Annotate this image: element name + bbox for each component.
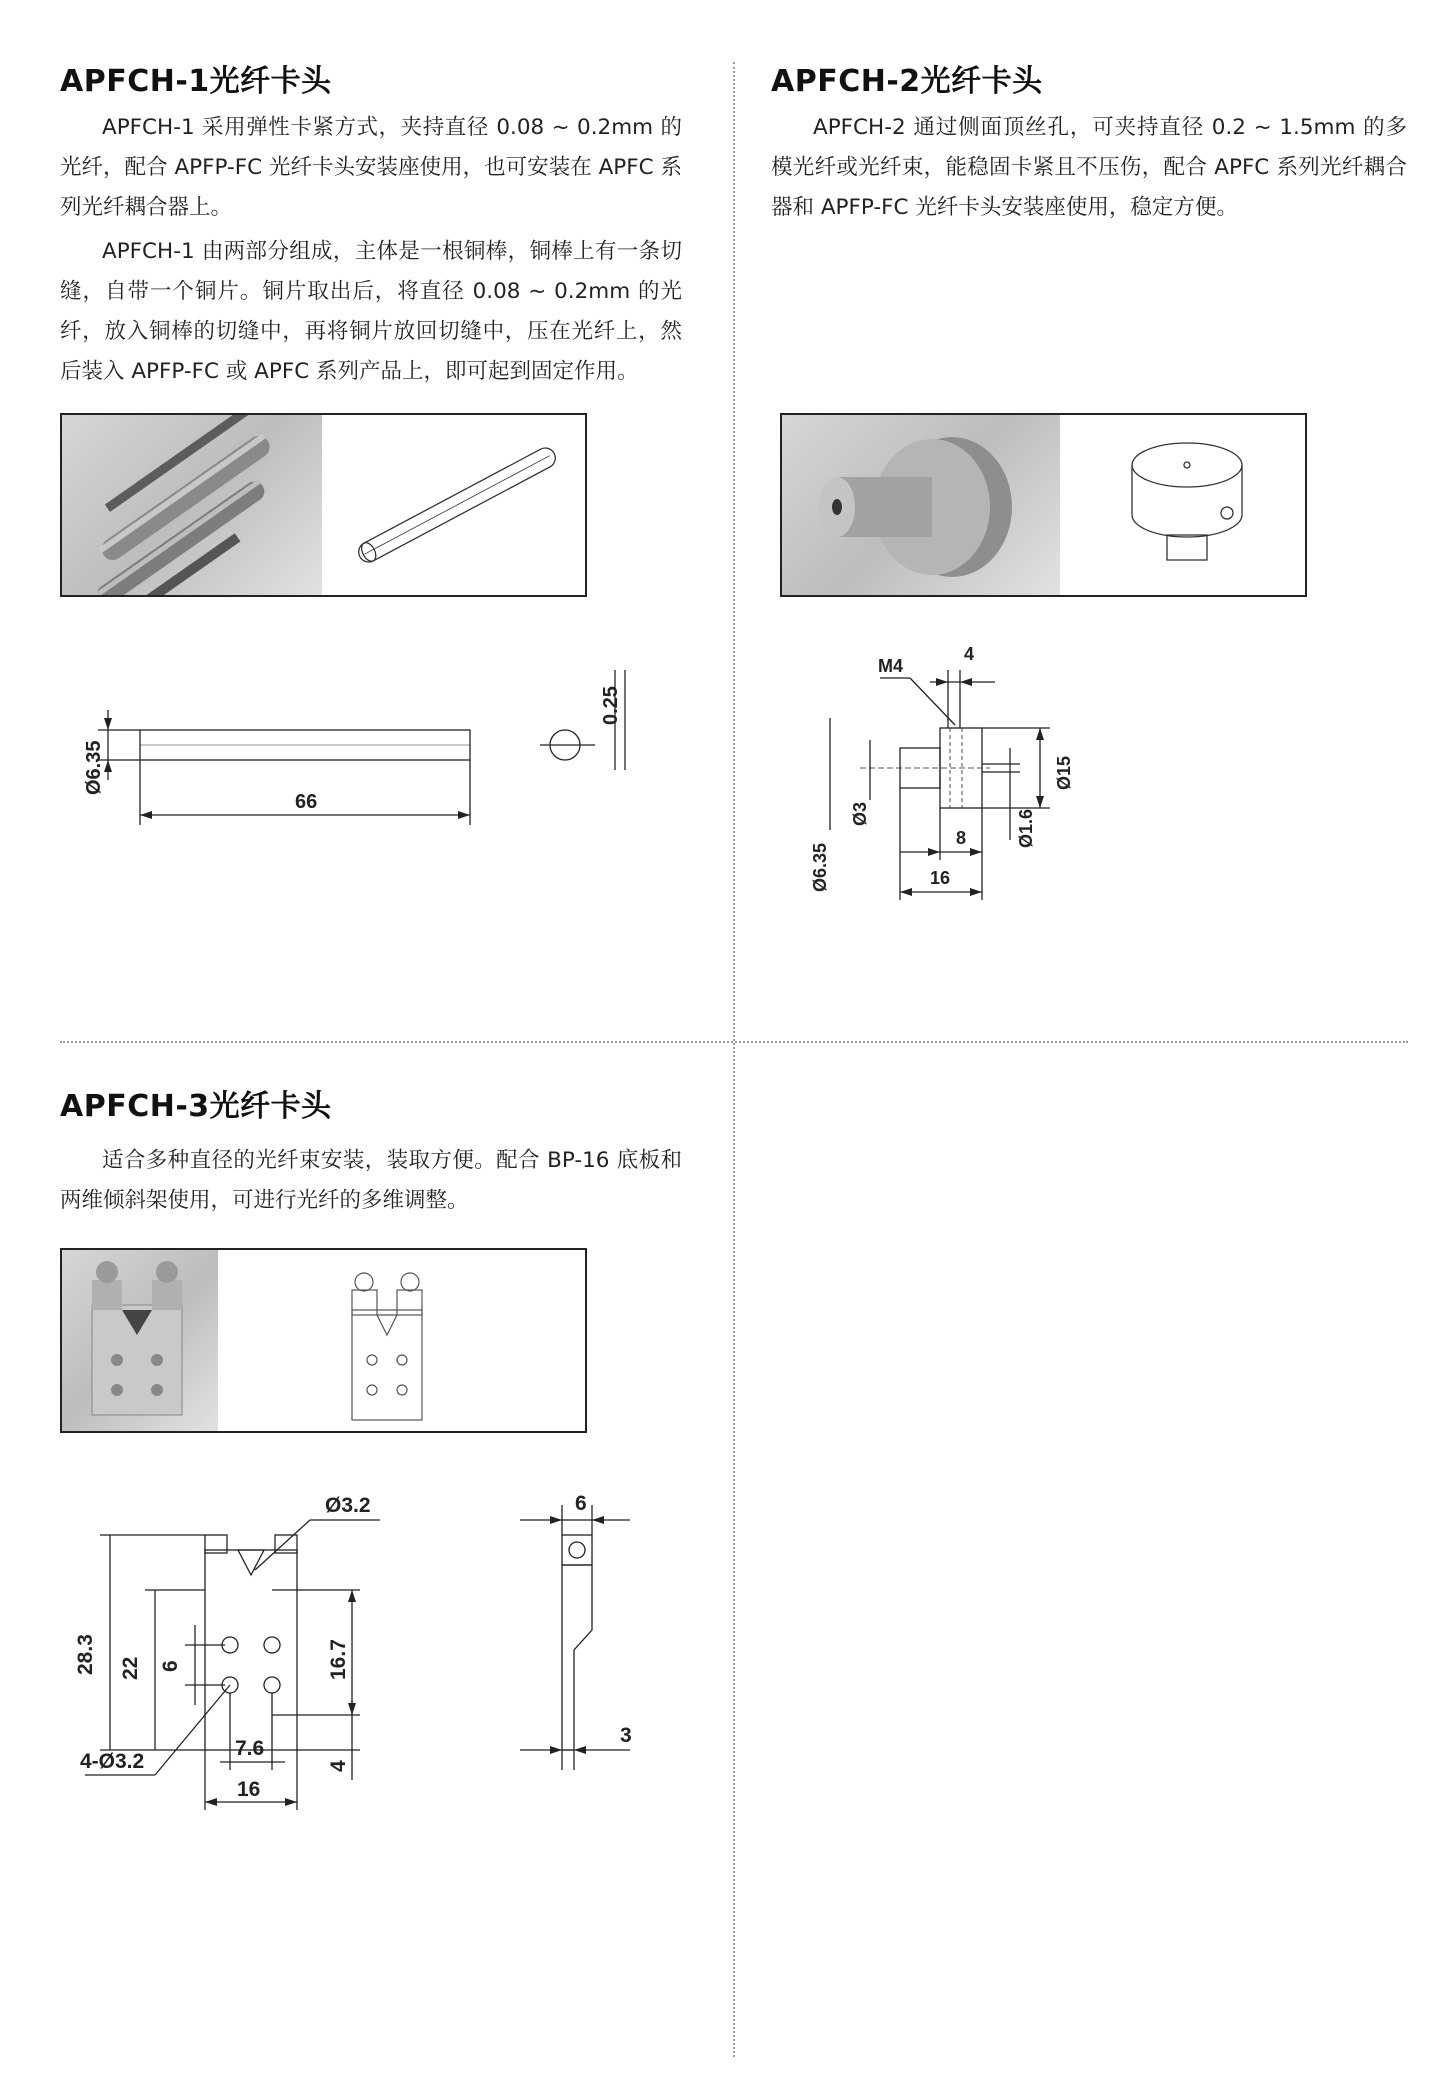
- apfch1-dim-slot: 0.25: [600, 686, 622, 725]
- apfch1-photo: [62, 415, 322, 595]
- apfch2-dim-thread-width: 4: [964, 644, 975, 664]
- apfch2-photo: [782, 415, 1060, 595]
- apfch1-para1: APFCH-1 采用弹性卡紧方式，夹持直径 0.08 ~ 0.2mm 的光纤，配合 APFP-FC 光纤卡头安装座使用，也可安装在 APFC 系列光纤耦合器上。: [60, 115, 682, 220]
- apfch2-para1: APFCH-2 通过侧面顶丝孔，可夹持直径 0.2 ~ 1.5mm 的多模光纤或光纤束，能稳固卡紧且不压伤，配合 APFC 系列光纤耦合器和 APFP-FC 光纤卡头安装座使用，稳定方便。: [771, 115, 1407, 220]
- apfch3-dim-bottom-offset: 4: [327, 1760, 350, 1772]
- apfch3-part-drawing: [332, 1260, 462, 1430]
- apfch2-title: APFCH-2光纤卡头: [771, 64, 1043, 99]
- apfch2-part-drawing: [1112, 435, 1292, 585]
- apfch3-dim-hole-pitch-h: 7.6: [235, 1737, 265, 1760]
- apfch3-side-drawing: [520, 1480, 650, 1780]
- apfch2-dim-head-length: 8: [956, 828, 967, 848]
- apfch3-title: APFCH-3光纤卡头: [60, 1089, 332, 1124]
- apfch3-photo: [62, 1250, 218, 1431]
- apfch2-dim-thread: M4: [878, 656, 904, 676]
- apfch3-para1: 适合多种直径的光纤束安装，装取方便。配合 BP-16 底板和两维倾斜架使用，可进行光纤的多维调整。: [60, 1148, 682, 1213]
- vertical-divider: [733, 62, 735, 2057]
- apfch2-photo-panel: [780, 413, 1307, 597]
- apfch3-dim-hole-span: 16.7: [327, 1639, 350, 1680]
- apfch2-dim-total-length: 16: [930, 868, 951, 888]
- apfch2-dimension-drawing: [800, 630, 1130, 910]
- apfch3-photo-panel: [60, 1248, 587, 1433]
- apfch3-dim-side-bottom: 3: [620, 1724, 632, 1747]
- horizontal-divider: [60, 1041, 1408, 1043]
- apfch3-dim-height-body: 22: [119, 1656, 142, 1680]
- apfch1-dim-length: 66: [295, 791, 318, 813]
- apfch1-rod-drawing: [337, 425, 577, 585]
- apfch3-dim-hole-pitch-v: 6: [159, 1660, 182, 1672]
- apfch3-dim-holes: 4-Ø3.2: [80, 1750, 145, 1773]
- apfch3-dim-side-top: 6: [575, 1492, 587, 1515]
- apfch3-dim-width: 16: [237, 1778, 261, 1801]
- apfch3-dim-v-hole: Ø3.2: [325, 1494, 371, 1517]
- apfch1-dimension-drawing: [60, 640, 660, 840]
- apfch1-para2: APFCH-1 由两部分组成，主体是一根铜棒，铜棒上有一条切缝，自带一个铜片。铜片取出后，将直径 0.08 ~ 0.2mm 的光纤，放入铜棒的切缝中，再将铜片放回切缝中，压在光纤上，然后装入 APFP-FC 或 APFC 系列产品上，即可起到固定作用。: [60, 239, 682, 384]
- apfch3-dim-height-total: 28.3: [74, 1634, 97, 1675]
- apfch1-photo-panel: [60, 413, 587, 597]
- apfch2-dim-bore: Ø1.6: [1016, 808, 1036, 848]
- apfch2-dim-stem: Ø6.35: [810, 842, 830, 892]
- apfch2-dim-outer: Ø15: [1054, 755, 1074, 790]
- apfch3-front-drawing: [60, 1480, 480, 1820]
- apfch2-dim-stem-hole: Ø3: [850, 801, 870, 826]
- apfch1-title: APFCH-1光纤卡头: [60, 64, 332, 99]
- apfch1-dim-diameter: Ø6.35: [83, 740, 105, 795]
